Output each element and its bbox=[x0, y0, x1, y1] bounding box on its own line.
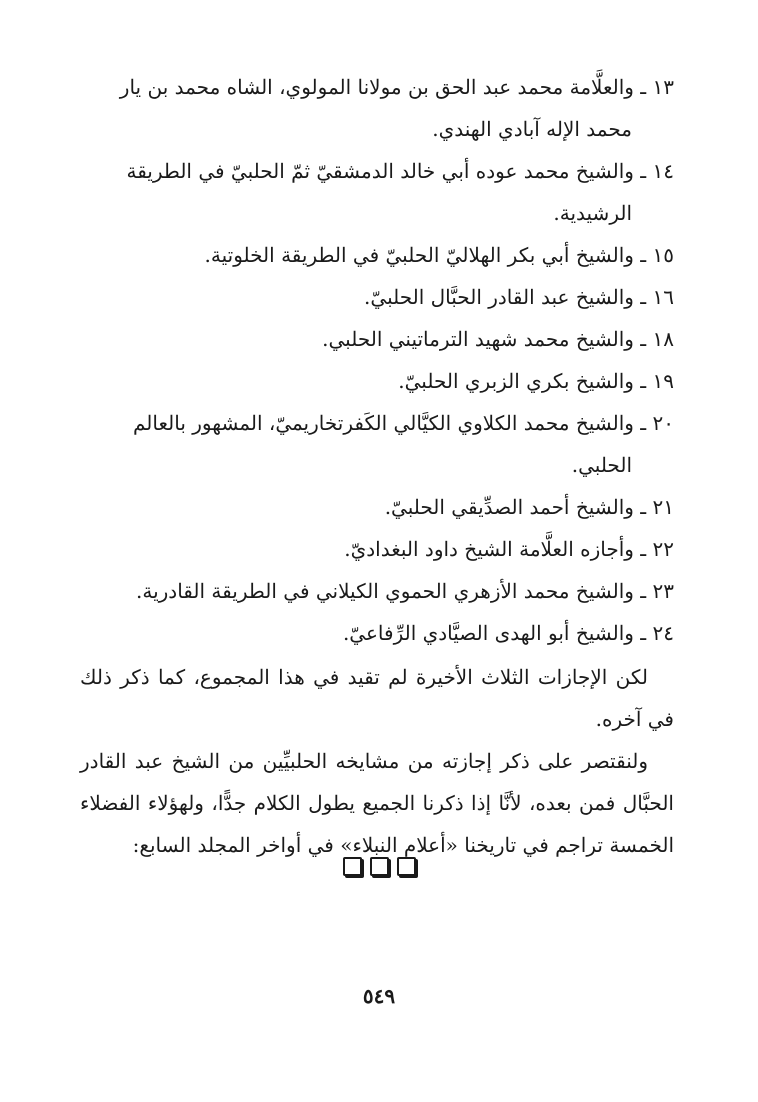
body-paragraph: ولنقتصر على ذكر إجازته من مشايخه الحلبيِّين من الشيخ عبد القادر الحبَّال فمن بعده، لأنَّا إذا ذكرنا الجميع يطول الكلام جدًّا، ولهؤلاء الفضلاء الخمسة تراجم في تاريخنا «أعلام النبلاء» في أواخر المجلد السابع: bbox=[80, 749, 674, 857]
section-end-ornament bbox=[0, 857, 758, 876]
list-item: ٢٤ ـ والشيخ أبو الهدى الصيَّادي الرِّفاعيّ. bbox=[342, 621, 674, 645]
list-item: ١٣ ـ والعلَّامة محمد عبد الحق بن مولانا المولوي، الشاه محمد بن يار محمد الإله آبادي الهندي. bbox=[119, 75, 674, 141]
list-item: ١٩ ـ والشيخ بكري الزبري الحلبيّ. bbox=[398, 369, 674, 393]
square-box-icon bbox=[397, 857, 416, 876]
page-content bbox=[80, 66, 674, 866]
body-paragraph: لكن الإجازات الثلاث الأخيرة لم تقيد في هذا المجموع، كما ذكر ذلك في آخره. bbox=[80, 665, 674, 731]
list-item: ١٨ ـ والشيخ محمد شهيد الترماتيني الحلبي. bbox=[322, 327, 674, 351]
page-number: ٥٤٩ bbox=[362, 984, 396, 1008]
square-box-icon bbox=[343, 857, 362, 876]
list-item: ١٦ ـ والشيخ عبد القادر الحبَّال الحلبيّ. bbox=[364, 285, 674, 309]
list-item: ٢٠ ـ والشيخ محمد الكلاوي الكيَّالي الكَفرتخاريميّ، المشهور بالعالم الحلبي. bbox=[132, 411, 674, 477]
list-item: ٢٢ ـ وأجازه العلَّامة الشيخ داود البغداديّ. bbox=[344, 537, 674, 561]
square-box-icon bbox=[370, 857, 389, 876]
list-item: ١٤ ـ والشيخ محمد عوده أبي خالد الدمشقيّ ثمّ الحلبيّ في الطريقة الرشيدية. bbox=[126, 159, 674, 225]
list-item: ٢٣ ـ والشيخ محمد الأزهري الحموي الكيلاني في الطريقة القادرية. bbox=[135, 579, 674, 603]
list-item: ٢١ ـ والشيخ أحمد الصدِّيقي الحلبيّ. bbox=[384, 495, 674, 519]
list-item: ١٥ ـ والشيخ أبي بكر الهلاليّ الحلبيّ في الطريقة الخلوتية. bbox=[204, 243, 674, 267]
